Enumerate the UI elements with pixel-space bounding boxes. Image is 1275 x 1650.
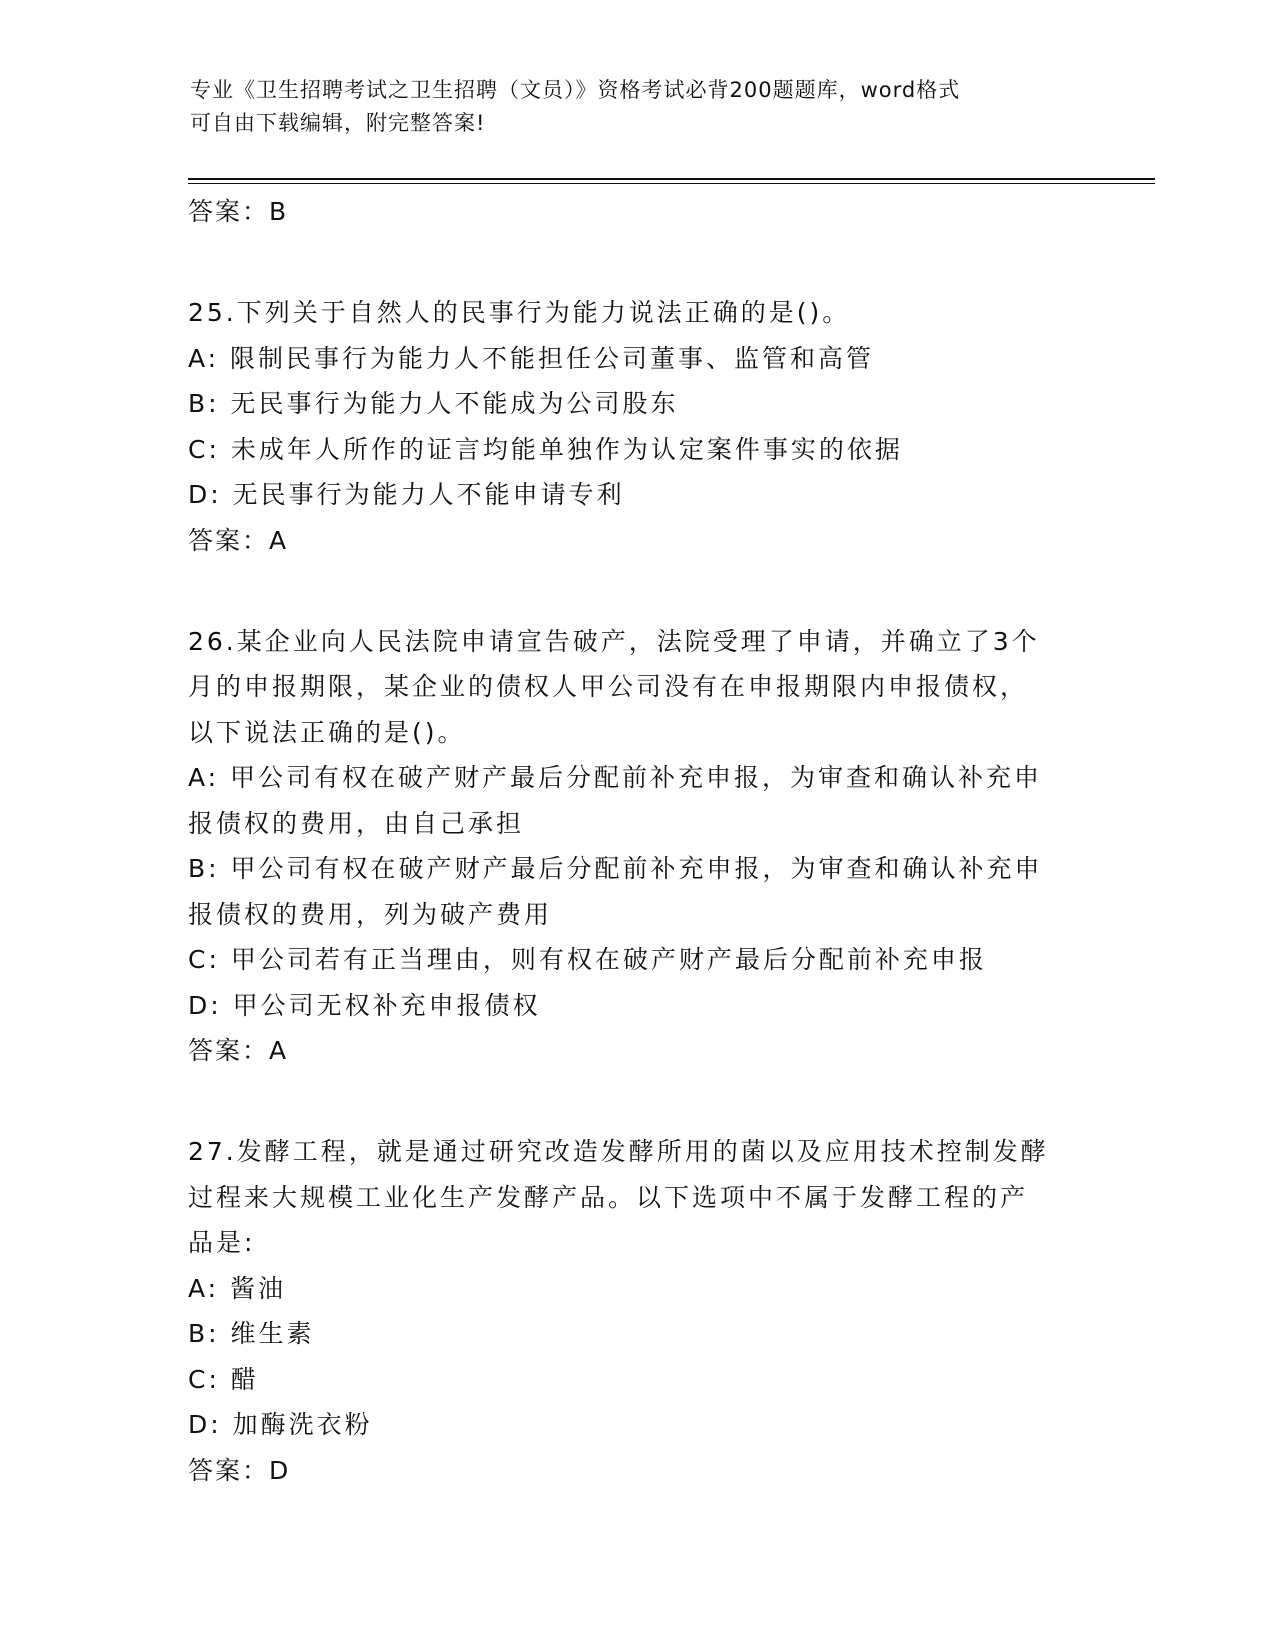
- option-b: B: 甲公司有权在破产财产最后分配前补充申报，为审查和确认补充申: [188, 854, 1043, 883]
- spacer: [188, 1073, 1088, 1129]
- option-a-continued: 报债权的费用，由自己承担: [188, 808, 525, 838]
- question-26: [188, 619, 1088, 1074]
- option-d: D: 加酶洗衣粉: [188, 1410, 373, 1439]
- spacer: [188, 234, 1088, 290]
- header-line-1: 专业《卫生招聘考试之卫生招聘（文员）》资格考试必背200题题库，word格式: [190, 78, 961, 102]
- option-b-continued: 报债权的费用，列为破产费用: [188, 899, 553, 929]
- answer-label: 答案：A: [188, 525, 289, 555]
- question-stem-line: 27.发酵工程，就是通过研究改造发酵所用的菌以及应用技术控制发酵: [188, 1137, 1049, 1166]
- question-stem-line: 以下说法正确的是()。: [188, 717, 466, 747]
- spacer: [188, 563, 1088, 619]
- header-rule-thick: [188, 178, 1155, 180]
- question-stem-line: 25.下列关于自然人的民事行为能力说法正确的是()。: [188, 298, 851, 327]
- option-c: C: 未成年人所作的证言均能单独作为认定案件事实的依据: [188, 434, 903, 464]
- answer-label: 答案：D: [188, 1455, 291, 1485]
- option-a: A: 酱油: [188, 1273, 287, 1303]
- option-c: C: 醋: [188, 1364, 259, 1394]
- previous-answer: 答案：B: [188, 197, 289, 226]
- option-a: A: 甲公司有权在破产财产最后分配前补充申报，为审查和确认补充申: [188, 763, 1043, 792]
- option-c: C: 甲公司若有正当理由，则有权在破产财产最后分配前补充申报: [188, 945, 987, 974]
- question-25: [188, 290, 1088, 563]
- question-stem-line: 26.某企业向人民法院申请宣告破产，法院受理了申请，并确立了3个: [188, 626, 1040, 656]
- header-rule-thin: [188, 183, 1155, 184]
- question-stem-line: 月的申报期限，某企业的债权人甲公司没有在申报期限内申报债权，: [188, 672, 1029, 701]
- option-b: B: 无民事行为能力人不能成为公司股东: [188, 389, 679, 418]
- question-stem-line: 过程来大规模工业化生产发酵产品。以下选项中不属于发酵工程的产: [188, 1182, 1029, 1212]
- header-line-2: 可自由下载编辑，附完整答案!: [190, 111, 486, 135]
- option-a: A: 限制民事行为能力人不能担任公司董事、监管和高管: [188, 343, 875, 373]
- question-stem-line: 品是:: [188, 1228, 256, 1257]
- option-d: D: 无民事行为能力人不能申请专利: [188, 480, 625, 509]
- question-list: [188, 189, 1088, 1493]
- option-d: D: 甲公司无权补充申报债权: [188, 990, 541, 1020]
- document-header: [190, 74, 1090, 140]
- option-b: B: 维生素: [188, 1319, 315, 1348]
- answer-label: 答案：A: [188, 1036, 289, 1065]
- question-27: [188, 1129, 1088, 1493]
